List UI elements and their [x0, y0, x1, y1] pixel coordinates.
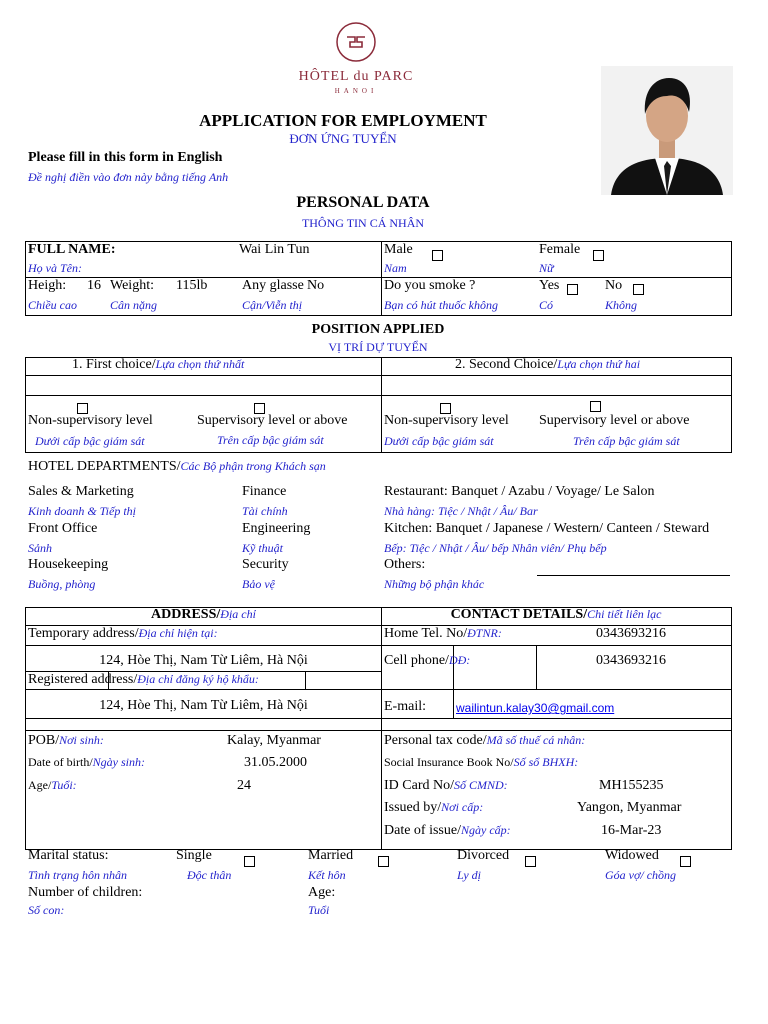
form-title: APPLICATION FOR EMPLOYMENT [199, 111, 487, 130]
second-supervisory-checkbox[interactable] [590, 401, 601, 412]
id-card-label [384, 778, 508, 794]
contact-title: CONTACT DETAILS/ [450, 607, 588, 622]
smoke-yes-label-vn: Có [539, 298, 554, 312]
hotel-logo [334, 20, 378, 64]
cell-phone-label-vn: DĐ: [448, 653, 471, 667]
male-label-vn: Nam [384, 261, 407, 275]
smoke-no-label: No [605, 278, 623, 293]
address-title: ADDRESS/ [151, 607, 221, 622]
female-label-vn: Nữ [539, 261, 554, 275]
widowed-label-vn: Góa vợ/ chồng [605, 868, 677, 882]
dob-label [28, 755, 145, 770]
height-label-vn: Chiều cao [28, 298, 77, 312]
id-card-label-vn: Số CMND: [454, 778, 508, 792]
issued-by-label-vn: Nơi cấp: [441, 800, 484, 814]
smoke-label: Do you smoke ? [384, 278, 476, 293]
cell-phone-value[interactable]: 0343693216 [596, 653, 666, 668]
dept-kitchen[interactable]: Kitchen: Banquet / Japanese / Western/ Canteen / Steward [384, 521, 710, 536]
tax-code-label-en: Personal tax code/ [384, 733, 487, 748]
email-value[interactable]: wailintun.kalay30@gmail.com [456, 701, 615, 715]
first-choice-label: 1. First choice/ [72, 357, 156, 372]
smoke-no-label-vn: Không [605, 298, 638, 312]
date-of-issue-label [384, 823, 511, 839]
second-choice-header [455, 357, 640, 373]
age-label [28, 778, 77, 793]
glasses-label-vn: Cận/Viễn thị [242, 298, 303, 312]
departments-title [28, 459, 326, 475]
single-checkbox[interactable] [244, 856, 255, 867]
age-value[interactable]: 24 [237, 778, 251, 793]
single-label: Single [176, 848, 212, 863]
position-section-title-vn: VỊ TRÍ DỰ TUYỂN [328, 340, 428, 354]
children-label: Number of children: [28, 885, 143, 900]
married-label: Married [308, 848, 354, 863]
dob-label-vn: Ngày sinh: [92, 755, 145, 769]
widowed-label: Widowed [605, 848, 659, 863]
dept-restaurant[interactable]: Restaurant: Banquet / Azabu / Voyage/ Le Salon [384, 484, 655, 499]
first-supervisory-label: Supervisory level or above [197, 413, 348, 428]
smoke-label-vn: Bạn có hút thuốc không [384, 298, 498, 312]
married-checkbox[interactable] [378, 856, 389, 867]
male-checkbox[interactable] [432, 250, 443, 261]
reg-address-value[interactable]: 124, Hòe Thị, Nam Từ Liêm, Hà Nội [99, 698, 308, 713]
female-label: Female [539, 242, 581, 257]
email-label: E-mail: [384, 699, 426, 714]
second-choice-label-vn: Lựa chọn thứ hai [557, 357, 641, 371]
temp-address-label-vn: Địa chỉ hiện tại: [138, 626, 218, 640]
departments-title-vn: Các Bộ phận trong Khách sạn [180, 459, 326, 473]
second-supervisory-label: Supervisory level or above [539, 413, 690, 428]
tax-code-label [384, 733, 585, 749]
applicant-photo [601, 66, 733, 195]
cell-phone-label [384, 653, 470, 669]
dept-security[interactable]: Security [242, 557, 289, 572]
dept-housekeeping-vn: Buồng, phòng [28, 577, 96, 591]
issued-by-label-en: Issued by/ [384, 800, 442, 815]
contact-header [382, 607, 730, 623]
dept-engineering[interactable]: Engineering [242, 521, 311, 536]
second-supervisory-label-vn: Trên cấp bậc giám sát [573, 434, 680, 448]
instruction: Please fill in this form in English [28, 150, 223, 165]
age-label-en: Age/ [28, 778, 52, 792]
id-card-value[interactable]: MH155235 [599, 778, 664, 793]
female-checkbox[interactable] [593, 250, 604, 261]
second-choice-label: 2. Second Choice/ [455, 357, 558, 372]
reg-address-label-en: Registered address/ [28, 672, 138, 687]
si-label [384, 755, 578, 770]
first-choice-label-vn: Lựa chọn thứ nhất [155, 357, 245, 371]
date-of-issue-label-en: Date of issue/ [384, 823, 461, 838]
glasses-value[interactable]: No [307, 278, 325, 293]
full-name-label-vn: Họ và Tên: [28, 261, 82, 275]
dept-security-vn: Bảo vệ [242, 577, 275, 591]
home-tel-value[interactable]: 0343693216 [596, 626, 666, 641]
pob-value[interactable]: Kalay, Myanmar [227, 733, 321, 748]
full-name-value[interactable]: Wai Lin Tun [239, 242, 310, 257]
first-supervisory-label-vn: Trên cấp bậc giám sát [217, 433, 324, 447]
widowed-checkbox[interactable] [680, 856, 691, 867]
temp-address-value[interactable]: 124, Hòe Thị, Nam Từ Liêm, Hà Nội [99, 653, 308, 668]
temp-address-label [28, 626, 218, 642]
dept-others: Others: [384, 557, 426, 572]
hotel-name: HÔTEL du PARC [298, 69, 414, 84]
smoke-yes-label: Yes [539, 278, 560, 293]
dob-label-en: Date of birth/ [28, 755, 93, 769]
smoke-yes-checkbox[interactable] [567, 284, 578, 295]
single-label-vn: Độc thân [187, 868, 232, 882]
dept-sales-marketing[interactable]: Sales & Marketing [28, 484, 134, 499]
dept-finance[interactable]: Finance [242, 484, 287, 499]
hotel-city: HANOI [334, 87, 378, 95]
pob-label-en: POB/ [28, 733, 60, 748]
tax-code-label-vn: Mã số thuế cá nhân: [486, 733, 586, 747]
issued-by-label [384, 800, 483, 816]
smoke-no-checkbox[interactable] [633, 284, 644, 295]
si-label-vn: Số sổ BHXH: [513, 755, 579, 769]
reg-address-label-vn: Địa chỉ đăng ký hộ khẩu: [137, 672, 259, 686]
applicant-portrait-icon [601, 66, 733, 195]
id-card-label-en: ID Card No/ [384, 778, 454, 793]
home-tel-label-vn: ĐTNR: [467, 626, 502, 640]
personal-section-title: PERSONAL DATA [296, 194, 430, 211]
dept-housekeeping[interactable]: Housekeeping [28, 557, 109, 572]
first-non-supervisory-label: Non-supervisory level [28, 413, 153, 428]
dept-front-office-vn: Sảnh [28, 541, 52, 555]
male-label: Male [384, 242, 413, 257]
marital-status-label: Marital status: [28, 848, 109, 863]
personal-section-title-vn: THÔNG TIN CÁ NHÂN [301, 216, 425, 230]
dept-others-vn: Những bộ phận khác [384, 577, 485, 591]
home-tel-label-en: Home Tel. No/ [384, 626, 468, 641]
children-age-label: Age: [308, 885, 336, 900]
date-of-issue-value[interactable]: 16-Mar-23 [601, 823, 662, 838]
glasses-label: Any glasse [242, 278, 304, 293]
children-label-vn: Số con: [28, 903, 65, 917]
children-age-label-vn: Tuổi [308, 903, 330, 917]
pob-label [28, 733, 104, 749]
height-label: Heigh: [28, 278, 67, 293]
hotel-logo-emblem-icon [334, 20, 378, 64]
divorced-label: Divorced [457, 848, 510, 863]
age-label-vn: Tuổi: [51, 778, 77, 792]
married-label-vn: Kết hôn [308, 868, 346, 882]
instruction-vn: Đề nghị điền vào đơn này bằng tiếng Anh [28, 170, 229, 184]
weight-value[interactable]: 115lb [176, 278, 208, 293]
weight-label: Weight: [110, 278, 154, 293]
divorced-label-vn: Ly dị [457, 868, 481, 882]
dept-kitchen-vn: Bếp: Tiệc / Nhật / Âu/ bếp Nhân viên/ Phụ bếp [384, 541, 607, 555]
home-tel-label [384, 626, 502, 642]
second-choice-input[interactable] [382, 376, 730, 394]
full-name-label: FULL NAME: [28, 242, 116, 257]
dept-others-input-line[interactable] [537, 575, 730, 576]
reg-address-label [28, 672, 259, 688]
dept-sales-marketing-vn: Kinh doanh & Tiếp thị [28, 504, 137, 518]
weight-label-vn: Cân nặng [110, 298, 158, 312]
departments-title-en: HOTEL DEPARTMENTS/ [28, 459, 181, 474]
first-non-supervisory-label-vn: Dưới cấp bậc giám sát [35, 434, 145, 448]
dob-value[interactable]: 31.05.2000 [244, 755, 307, 770]
second-non-supervisory-label-vn: Dưới cấp bậc giám sát [384, 434, 494, 448]
form-title-vn: ĐƠN ỨNG TUYỂN [289, 131, 397, 146]
issued-by-value[interactable]: Yangon, Myanmar [577, 800, 682, 815]
divorced-checkbox[interactable] [525, 856, 536, 867]
si-label-en: Social Insurance Book No/ [384, 755, 514, 769]
pob-label-vn: Nơi sinh: [59, 733, 104, 747]
marital-status-label-vn: Tình trạng hôn nhân [28, 868, 128, 882]
first-choice-header [72, 357, 244, 373]
first-choice-input[interactable] [26, 376, 380, 394]
contact-title-vn: Chi tiết liên lạc [587, 607, 662, 621]
date-of-issue-label-vn: Ngày cấp: [460, 823, 511, 837]
address-title-vn: Địa chỉ [220, 607, 256, 621]
dept-finance-vn: Tài chính [242, 504, 288, 518]
height-value[interactable]: 16 [87, 278, 101, 293]
address-header [26, 607, 381, 623]
dept-restaurant-vn: Nhà hàng: Tiệc / Nhật / Âu/ Bar [384, 504, 538, 518]
dept-front-office[interactable]: Front Office [28, 521, 98, 536]
temp-address-label-en: Temporary address/ [28, 626, 139, 641]
dept-engineering-vn: Kỹ thuật [242, 541, 283, 555]
second-non-supervisory-label: Non-supervisory level [384, 413, 509, 428]
cell-phone-label-en: Cell phone/ [384, 653, 449, 668]
position-section-title: POSITION APPLIED [311, 322, 445, 337]
